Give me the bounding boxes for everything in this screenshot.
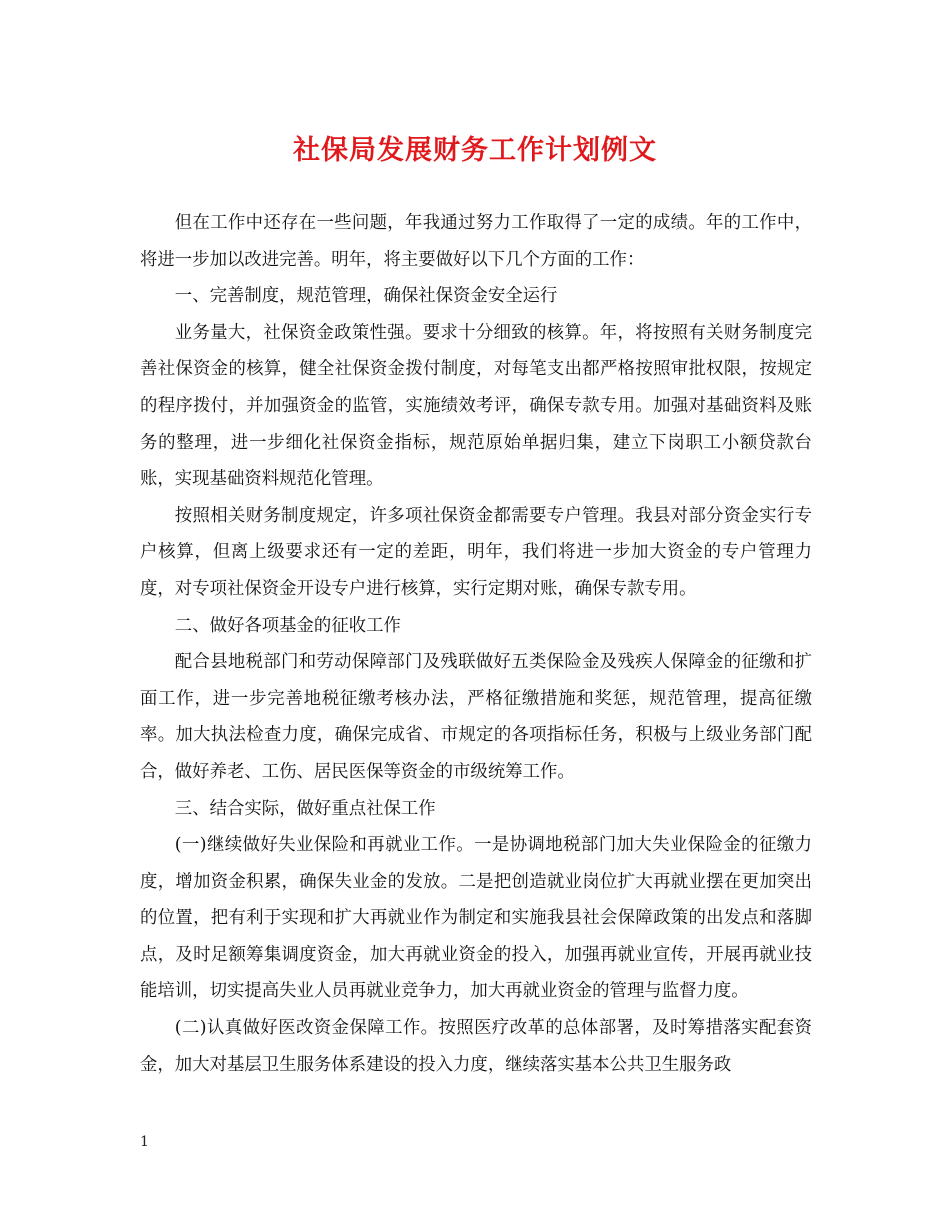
section-heading-1: 一、完善制度，规范管理，确保社保资金安全运行	[174, 286, 558, 307]
document-title: 社保局发展财务工作计划例文	[293, 135, 657, 166]
paragraph: 业务量大，社保资金政策性强。要求十分细致的核算。年，将按照有关财务制度完善社保资金的核算，健全社保资金拨付制度，对每笔支出都严格按照审批权限，按规定的程序拨付，并加强资金的监管，实施绩效考评，确保专款专用。加强对基础资料及账务的整理，进一步细化社保资金指标，规范原始单据归集，建立下岗职工小额贷款台账，实现基础资料规范化管理。	[140, 322, 812, 490]
paragraph: (二)认真做好医改资金保障工作。按照医疗改革的总体部署，及时筹措落实配套资金，加大对基层卫生服务体系建设的投入力度，继续落实基本公共卫生服务政	[140, 1018, 812, 1075]
paragraph-intro: 但在工作中还存在一些问题，年我通过努力工作取得了一定的成绩。年的工作中，将进一步加以改进完善。明年，将主要做好以下几个方面的工作：	[140, 213, 812, 270]
paragraph: (一)继续做好失业保险和再就业工作。一是协调地税部门加大失业保险金的征缴力度，增加资金积累，确保失业金的发放。二是把创造就业岗位扩大再就业摆在更加突出的位置，把有利于实现和扩大再就业作为制定和实施我县社会保障政策的出发点和落脚点，及时足额筹集调度资金，加大再就业资金的投入，加强再就业宣传，开展再就业技能培训，切实提高失业人员再就业竞争力，加大再就业资金的管理与监督力度。	[140, 835, 812, 1002]
document-body	[140, 205, 812, 1083]
section-heading-2: 二、做好各项基金的征收工作	[174, 615, 401, 636]
paragraph: 配合县地税部门和劳动保障部门及残联做好五类保险金及残疾人保障金的征缴和扩面工作，进一步完善地税征缴考核办法，严格征缴措施和奖惩，规范管理，提高征缴率。加大执法检查力度，确保完成省、市规定的各项指标任务，积极与上级业务部门配合，做好养老、工伤、居民医保等资金的市级统筹工作。	[140, 652, 812, 782]
page-number: 1	[140, 1134, 149, 1150]
section-heading-3: 三、结合实际，做好重点社保工作	[174, 798, 436, 819]
paragraph: 按照相关财务制度规定，许多项社保资金都需要专户管理。我县对部分资金实行专户核算，但离上级要求还有一定的差距，明年，我们将进一步加大资金的专户管理力度，对专项社保资金开设专户进行核算，实行定期对账，确保专款专用。	[140, 505, 812, 599]
